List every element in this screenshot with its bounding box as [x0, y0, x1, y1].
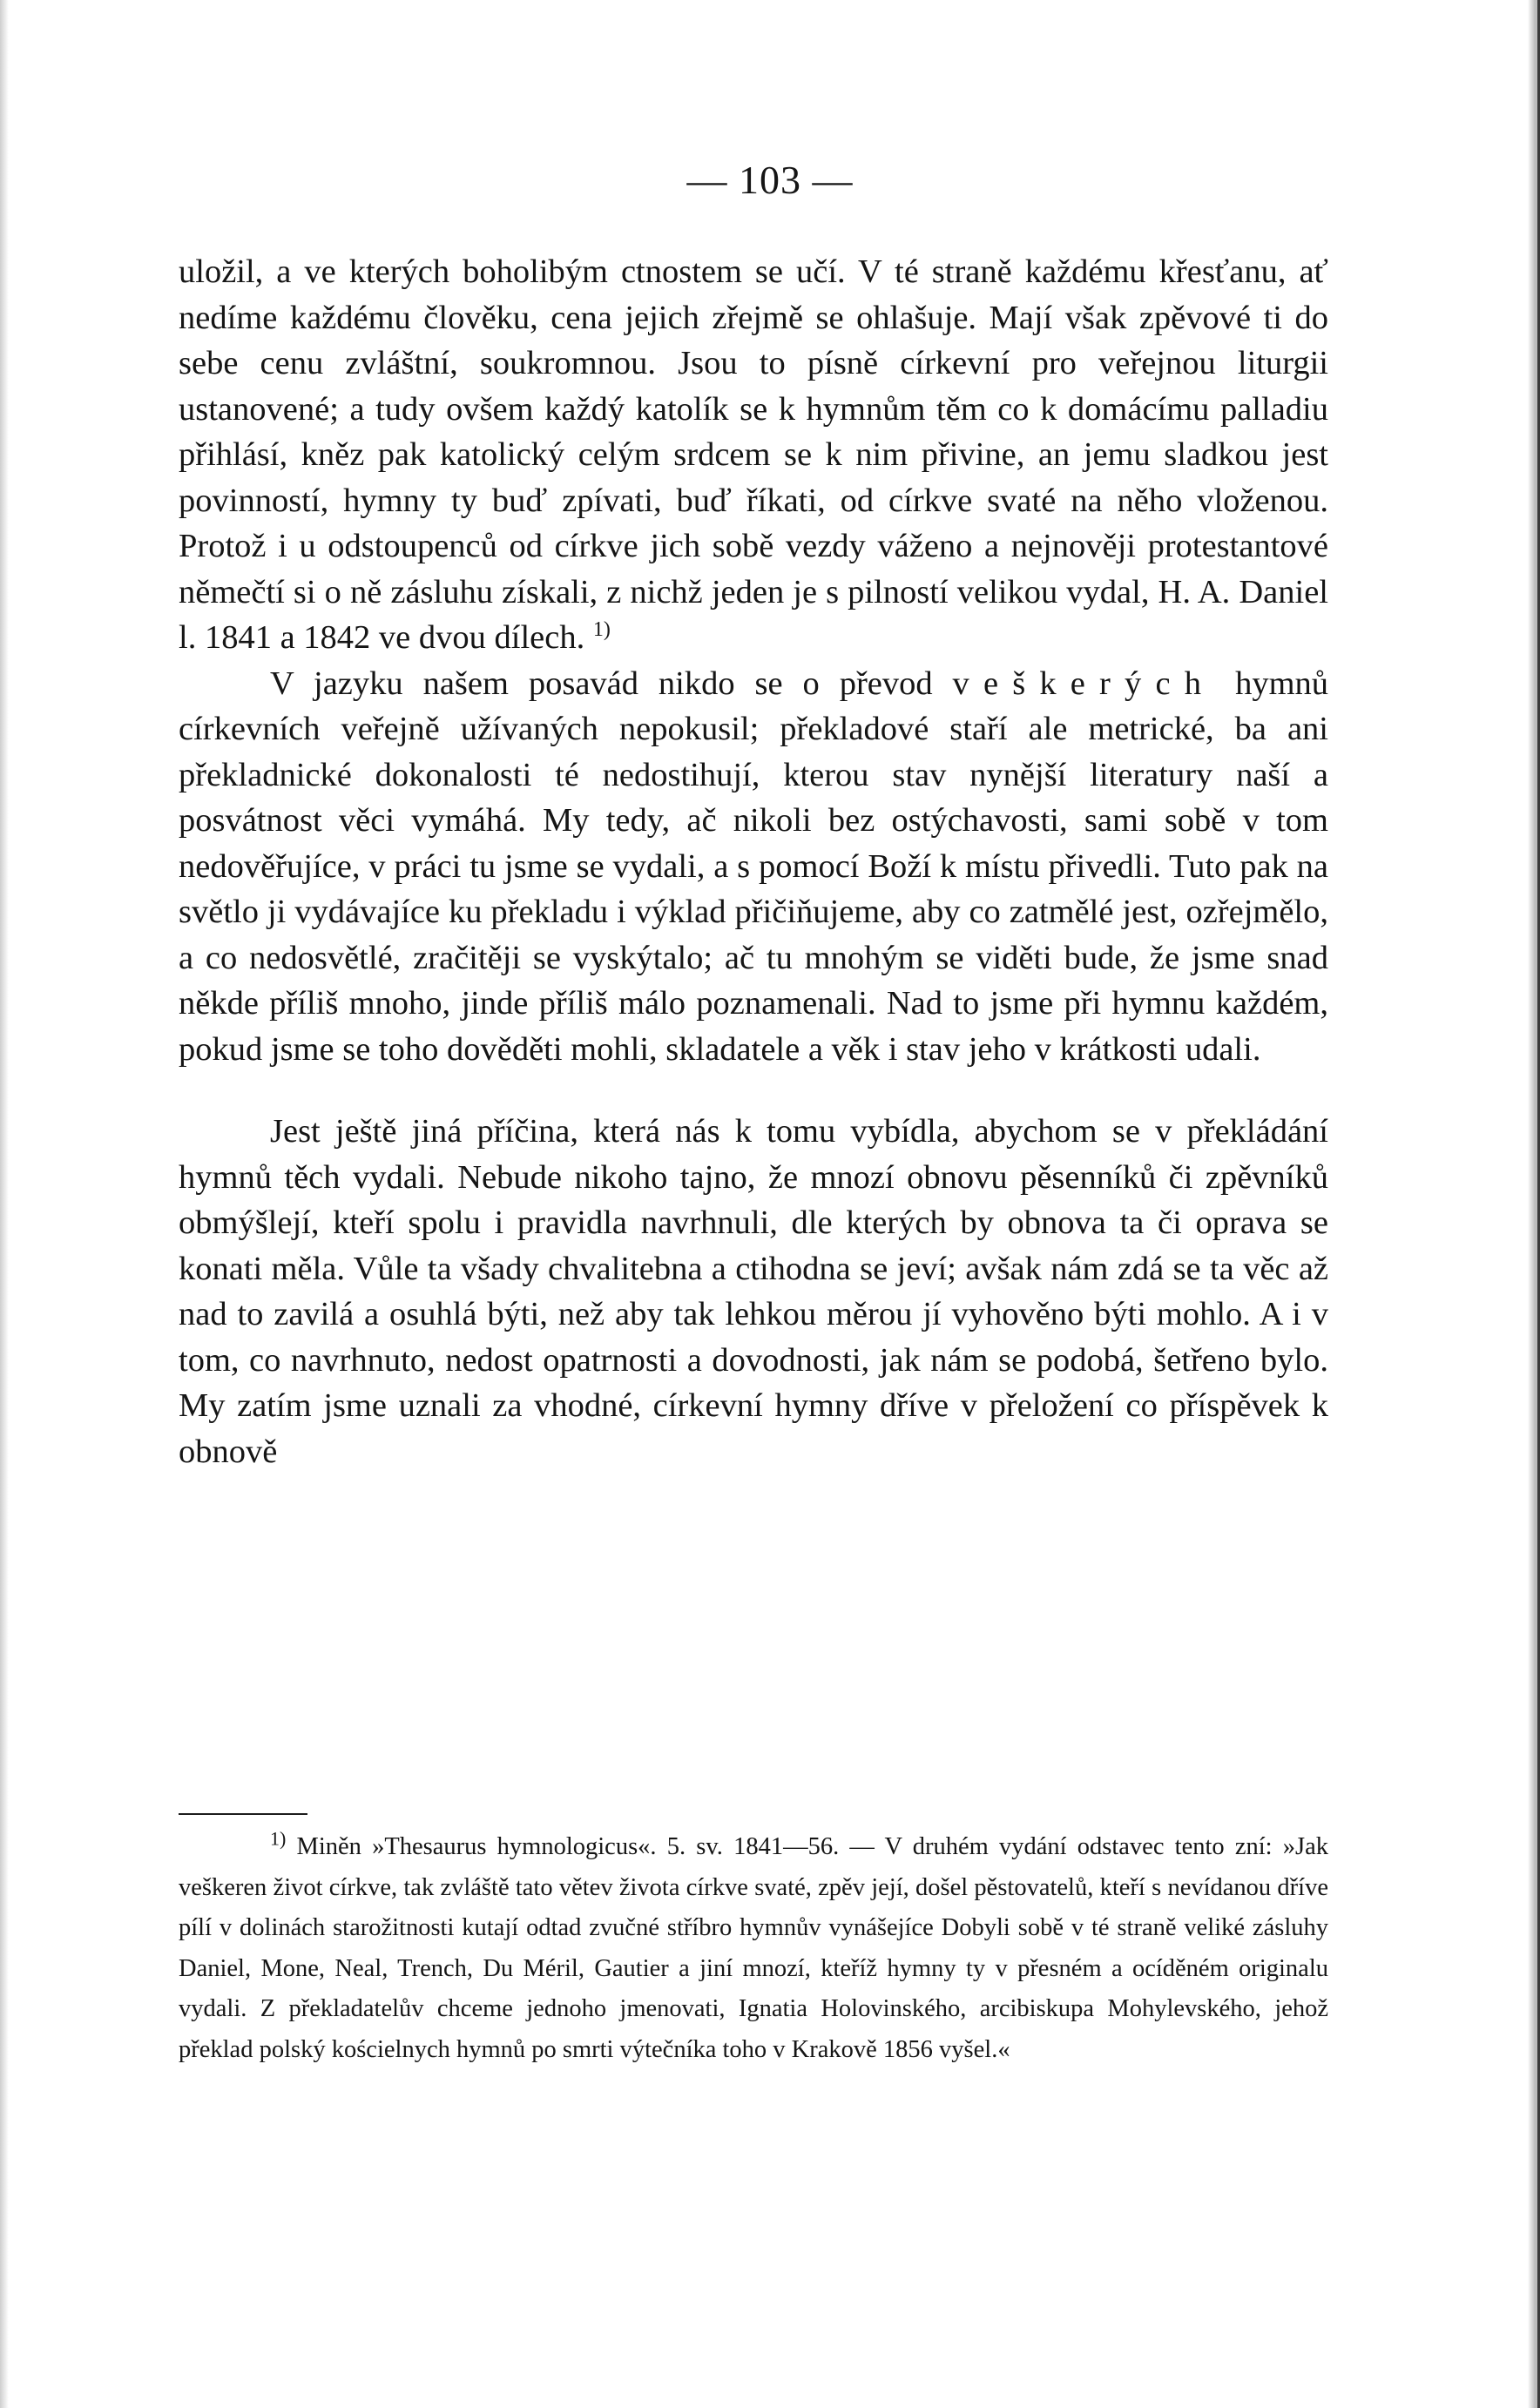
scan-left-edge — [0, 0, 9, 2408]
scan-right-edge — [1528, 0, 1540, 2408]
paragraph-2-rest: hymnů církevních veřejně užívaných nepokusil; překladové staří ale metrické, ba ani překladnické dokonalosti té nedostihují, kterou stav nynější literatury naší a posvátnost věci vymáhá. My tedy, ač nikoli bez ostýchavosti, sami sobě v tom nedověřujíce, v práci tu jsme se vydali, a s pomocí Boží k místu přivedli. Tuto pak na světlo ji vydávajíce ku překladu i výklad přičiňujeme, aby co zatmělé jest, ozřejmělo, a co nedosvětlé, zračitěji se vyskýtalo; ač tu mnohým se viděti bude, že jsme snad někde příliš mnoho, jinde příliš málo poznamenali. Nad to jsme při hymnu každém, pokud jsme se toho dověděti mohli, skladatele a věk i stav jeho v krátkosti udali. — [179, 664, 1329, 1068]
paragraph-2-emphasis: veškerých — [952, 664, 1216, 702]
paragraph-2 — [179, 661, 1328, 1073]
paragraph-3: Jest ještě jiná příčina, která nás k tomu vybídla, abychom se v překládání hymnů těch vydali. Nebude nikoho tajno, že mnozí obnovu pěsenníků či zpěvníků obmýšlejí, kteří spolu i pravidla navrhnuli, dle kterých by obnova ta či oprava se konati měla. Vůle ta všady chvalitebna a ctihodna se jeví; avšak nám zdá se ta věc až nad to zavilá a osuhlá býti, než aby tak lehkou měrou jí vyhověno býti mohlo. A i v tom, co navrhnuto, nedost opatrnosti a dovodnosti, jak nám se podobá, šetřeno bylo. My zatím jsme uznali za vhodné, církevní hymny dříve v přeložení co příspěvek k obnově — [179, 1113, 1328, 1470]
paragraph-2-start: V jazyku našem posavád nikdo se o převod — [270, 664, 933, 702]
footnote-divider — [179, 1813, 307, 1815]
footnote — [179, 1827, 1328, 2070]
paragraph-1 — [179, 249, 1328, 661]
page-number: — 103 — — [686, 158, 854, 202]
footnote-mark: 1) — [270, 1827, 287, 1850]
body-text — [179, 249, 1328, 1474]
footnote-reference[interactable]: 1) — [592, 618, 611, 642]
paragraph-1-text: uložil, a ve kterých boholibým ctnostem se učí. V té straně každému křesťanu, ať nedíme každému člověku, cena jejich zřejmě se ohlašuje. Mají však zpěvové ti do sebe cenu zvláštní, soukromnou. Jsou to písně církevní pro veřejnou liturgii ustanovené; a tudy ovšem každý katolík se k hymnům těm co k domácímu palladiu přihlásí, kněz pak katolický celým srdcem se k nim přivine, an jemu sladkou jest povinností, hymny ty buď zpívati, buď říkati, od církve svaté na něho vloženou. Protož i u odstoupenců od církve jich sobě vezdy váženo a nejnověji protestantové němečtí si o ně zásluhu získali, z nichž jeden je s pilností velikou vydal, H. A. Daniel l. 1841 a 1842 ve dvou dílech. — [179, 253, 1328, 656]
footnote-text: Miněn »Thesaurus hymnologicus«. 5. sv. 1841—56. — V druhém vydání odstavec tento zní: »Jak veškeren život církve, tak zvláště tato větev života církve svaté, zpěv její, došel pěstovatelů, kteří s nevídanou dříve pílí v dolinách starožitnosti kutají odtad zvučné stříbro hymnův vynášejíce Dobyli sobě v té straně veliké zásluhy Daniel, Mone, Neal, Trench, Du Méril, Gautier a jiní mnozí, kteříž hymny ty v přesném a ocíděném originalu vydali. Z překladatelův chceme jednoho jmenovati, Ignatia Holovinského, arcibiskupa Mohylevského, jehož překlad polský kościelnych hymnů po smrti výtečníka toho v Krakově 1856 vyšel.« — [179, 1833, 1328, 2063]
